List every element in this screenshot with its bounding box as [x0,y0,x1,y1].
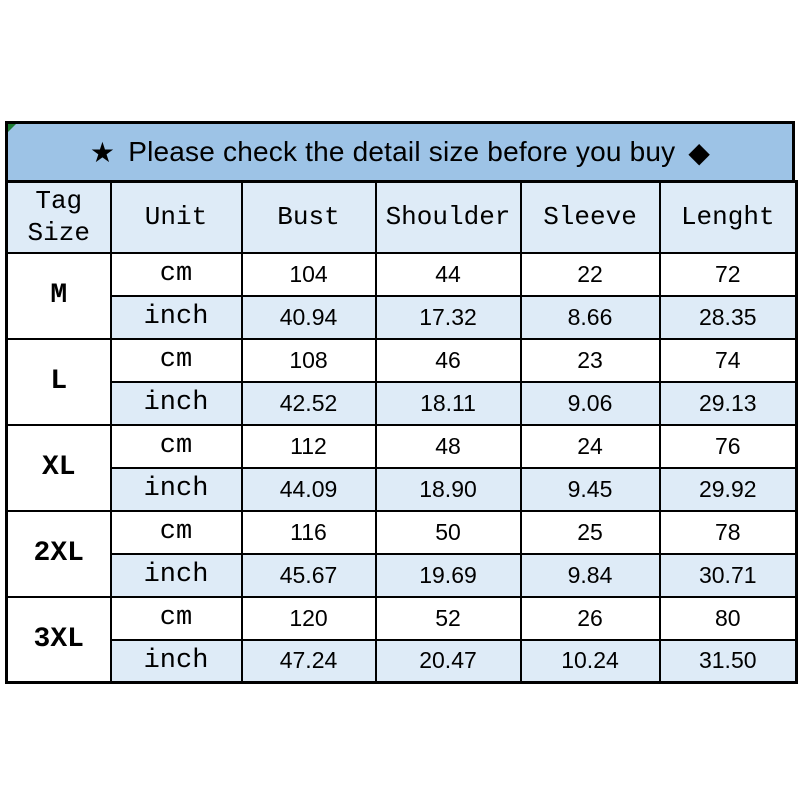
size-table [5,180,798,684]
table-row-M-inch [7,296,797,339]
header-length: Lenght [660,182,797,253]
cell-L-cm-length: 74 [660,339,797,382]
unit-cell-2XL-cm: cm [111,511,242,554]
cell-3XL-inch-bust: 47.24 [242,640,376,683]
cell-M-cm-length: 72 [660,253,797,296]
cell-XL-cm-shoulder: 48 [376,425,521,468]
cell-M-inch-shoulder: 17.32 [376,296,521,339]
cell-2XL-cm-sleeve: 25 [521,511,660,554]
header-tag-line2: Size [27,218,90,249]
unit-cell-L-cm: cm [111,339,242,382]
cell-2XL-cm-shoulder: 50 [376,511,521,554]
unit-cell-3XL-inch: inch [111,640,242,683]
unit-cell-M-cm: cm [111,253,242,296]
cell-3XL-inch-sleeve: 10.24 [521,640,660,683]
cell-2XL-inch-length: 30.71 [660,554,797,597]
cell-M-cm-sleeve: 22 [521,253,660,296]
header-bust: Bust [242,182,376,253]
cell-XL-inch-shoulder: 18.90 [376,468,521,511]
size-tag-2XL: 2XL [7,511,111,597]
cell-3XL-cm-sleeve: 26 [521,597,660,640]
cell-L-inch-length: 29.13 [660,382,797,425]
table-row-2XL-inch [7,554,797,597]
table-row-3XL-inch [7,640,797,683]
cell-L-cm-shoulder: 46 [376,339,521,382]
size-tag-M: M [7,253,111,339]
diamond-icon: ◆ [688,136,711,168]
cell-XL-cm-sleeve: 24 [521,425,660,468]
size-tag-L: L [7,339,111,425]
cell-3XL-inch-length: 31.50 [660,640,797,683]
table-row-L-cm [7,339,797,382]
size-table-body [7,182,797,683]
unit-cell-XL-inch: inch [111,468,242,511]
table-row-3XL-cm [7,597,797,640]
banner [5,121,795,180]
header-shoulder: Shoulder [376,182,521,253]
cell-2XL-inch-shoulder: 19.69 [376,554,521,597]
size-tag-3XL: 3XL [7,597,111,683]
cell-2XL-inch-bust: 45.67 [242,554,376,597]
cell-corner-marker-icon [8,124,16,132]
size-chart [5,121,795,684]
cell-2XL-cm-length: 78 [660,511,797,554]
cell-M-inch-sleeve: 8.66 [521,296,660,339]
unit-cell-3XL-cm: cm [111,597,242,640]
cell-3XL-cm-shoulder: 52 [376,597,521,640]
header-sleeve: Sleeve [521,182,660,253]
cell-M-inch-bust: 40.94 [242,296,376,339]
cell-L-inch-bust: 42.52 [242,382,376,425]
cell-M-cm-shoulder: 44 [376,253,521,296]
table-row-2XL-cm [7,511,797,554]
cell-XL-inch-sleeve: 9.45 [521,468,660,511]
unit-cell-L-inch: inch [111,382,242,425]
cell-L-inch-shoulder: 18.11 [376,382,521,425]
cell-L-cm-sleeve: 23 [521,339,660,382]
cell-3XL-inch-shoulder: 20.47 [376,640,521,683]
unit-cell-M-inch: inch [111,296,242,339]
cell-3XL-cm-bust: 120 [242,597,376,640]
cell-L-inch-sleeve: 9.06 [521,382,660,425]
header-tag-line1: Tag [35,185,83,216]
cell-XL-inch-length: 29.92 [660,468,797,511]
size-tag-XL: XL [7,425,111,511]
cell-3XL-cm-length: 80 [660,597,797,640]
cell-M-inch-length: 28.35 [660,296,797,339]
cell-XL-cm-length: 76 [660,425,797,468]
table-row-L-inch [7,382,797,425]
banner-text: Please check the detail size before you buy [128,136,676,167]
unit-cell-2XL-inch: inch [111,554,242,597]
unit-cell-XL-cm: cm [111,425,242,468]
cell-L-cm-bust: 108 [242,339,376,382]
table-row-XL-cm [7,425,797,468]
cell-XL-cm-bust: 112 [242,425,376,468]
table-row-M-cm [7,253,797,296]
header-tag-size [7,182,111,253]
star-icon: ★ [89,136,116,168]
table-header-row [7,182,797,253]
cell-M-cm-bust: 104 [242,253,376,296]
cell-XL-inch-bust: 44.09 [242,468,376,511]
cell-2XL-cm-bust: 116 [242,511,376,554]
cell-2XL-inch-sleeve: 9.84 [521,554,660,597]
header-unit: Unit [111,182,242,253]
table-row-XL-inch [7,468,797,511]
